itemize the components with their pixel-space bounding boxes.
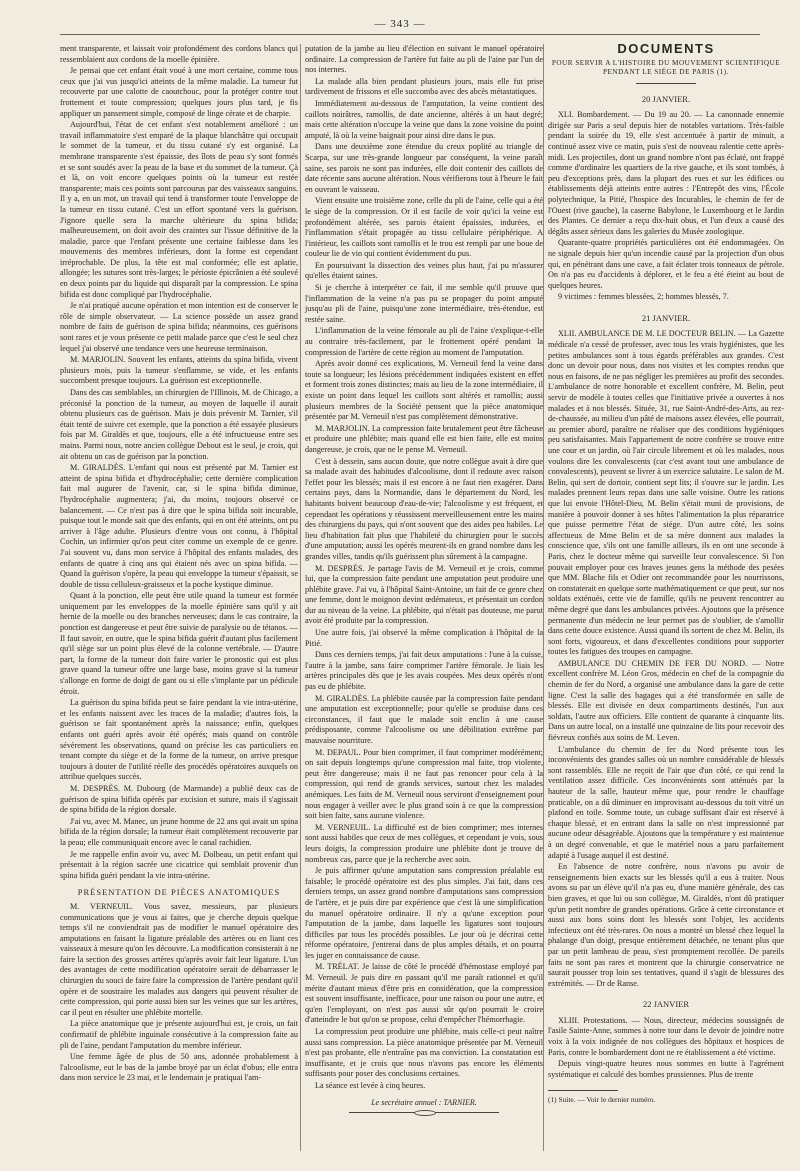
- paragraph: M. GIRALDÈS. La phlébite causée par la compression faite pendant une amputation est exceptionnelle; pour qu'elle se produise dans ces circonstances, il faut que le malade soit enclin à une cause prédisposante, comme l'alcoolisme ou une débilitation extrême par mauvaise nourriture.: [305, 693, 543, 745]
- footnote: (1) Suite. — Voir le dernier numéro.: [548, 1095, 656, 1105]
- section-subtitle: POUR SERVIR A L'HISTOIRE DU MOUVEMENT SCIENTIFIQUE PENDANT LE SIÉGE DE PARIS (1).: [551, 58, 781, 76]
- paragraph: En poursuivant la dissection des veines plus haut, j'ai pu m'assurer qu'elles étaient saines.: [305, 260, 543, 281]
- column-1: [60, 44, 298, 1085]
- paragraph: M. VERNEUIL. La difficulté est de bien comprimer; mes internes sont aussi habiles que ceux de mes collègues, et cependant je vois, sous leurs doigts, la compression produire une phlébite dont je trouve de nombreux cas, parce que je la recherche avec soin.: [305, 822, 543, 864]
- paragraph: Je puis affirmer qu'une amputation sans compression préalable est faisable; le procédé opératoire est des plus simples. J'ai fait, dans ces derniers temps, un assez grand nombre d'amputations sans compression de l'artère, et je puis dire par expérience que c'est là une simplification du manuel opératoire ordinaire. Il n'y a qu'une exception pour l'amputation de la jambe, dans laquelle les ligatures sont toujours difficiles par tous les procédés possibles. Le jour où je décrirai cette réforme opératoire, j'entrerai dans de plus amples détails, et on pourra les juger en connaissance de cause.: [305, 866, 543, 960]
- footnote-rule: [548, 1090, 618, 1091]
- date-heading: 20 JANVIER.: [641, 93, 691, 104]
- paragraph: Quarante-quatre propriétés particulières ont été endommagées. On ne signale depuis hier qu'un incendie causé par la projection d'un obus qui, en pénétrant dans une cave, a fait éclater trois tonneaux de pétrole. On n'a pas eu d'accidents à déplorer, et le feu a été éteint au bout de quelques heures.: [548, 238, 784, 290]
- paragraph: Aujourd'hui, l'état de cet enfant s'est notablement amélioré : un travail inflammatoire s'est emparé de la plaque blanchâtre qui occupait le sommet de la tumeur, et du tissu cutané s'y est organisé. La membrane transparente s'est épaissie, des îlots de peau s'y sont formés et se sont soudés avec la peau de la base et du sommet de la tumeur. Çà et là, on voit encore quelques points où la tumeur est restée transparente; mais ces points sont parcourus par des vaisseaux sanguins. Il y a, en un mot, un travail qui tend à transformer toute l'enveloppe de la tumeur en tissu cutané. C'est un effort spontané vers la guérison. J'ignore quelle sera la marche ultérieure du spina bifida; malheureusement, on doit avoir des craintes sur l'issue définitive de la maladie, parce que l'enfant présente une certaine faiblesse dans les mouvements des membres inférieurs, dont la forme est cependant irréprochable. De plus, la tête est mal conformée; elle est aplatie, allongée; les sutures sont très-larges; le périoste épicrânien a été soulevé en deux points par du liquide qui disparaît par la compression. Le spina bifida est donc compliqué par l'hydrocéphalie.: [60, 120, 298, 299]
- paragraph: Si je cherche à interpréter ce fait, il me semble qu'il prouve que l'inflammation de la veine n'a pas pu se propager du point amputé jusqu'au pli de l'aine, puisqu'une zone intermédiaire, très-étendue, est restée saine.: [305, 283, 543, 324]
- paragraph: En l'absence de notre confrère, nous n'avons pu avoir de renseignements bien exacts sur les blessés qu'il a eus à traiter. Nous avons su par un élève qu'il n'a pas eu, d'une manière générale, des cas bien graves, et que lui ou son collègue, M. Giraldès, n'ont dû pratiquer qu'un petit nombre de grandes opérations. Grâce à cette circonstance et aussi aux bons soins dont les blessés sont l'objet, les accidents infectieux ont été très-rares. On nous a montré un blessé chez lequel la phalange d'un doigt, presque entièrement détachée, ne tenant plus que par un petit lambeau de peau, s'est promptement recollée. De pareils faits ne sont pas rares et montrent que la chirurgie conservatrice ne saurait pousser trop loin ses tentatives, quand il s'agit de blessures des extrémités. — Dr de Ranse.: [548, 862, 784, 988]
- paragraph: M. GIRALDÈS. L'enfant qui nous est présenté par M. Tarnier est atteint de spina bifida et d'hydrocéphalie; cette dernière complication fait mal augurer de l'avenir, car, si le spina bifida diminue, l'hydrocéphalie augmentera; j'ai, du moins, toujours observé ce balancement. — Ce n'est pas à dire que le spina bifida soit incurable, puisque tout le monde sait que des enfants, qui en ont été atteints, ont pu arriver à l'âge adulte. Plusieurs d'entre vous ont connu, à l'hôpital Cochin, un infirmier qu'on peut citer comme un exemple de ce genre. J'ai souvent vu, dans mon service à l'hôpital des enfants malades, des enfants de quatre à cinq ans qui étaient nés avec un spina bifida. — Quand la guérison s'opère, la peau qui enveloppe la tumeur s'épaissit, se double de tissu celluleux-graisseux et la poche kystique diminue.: [60, 463, 298, 589]
- paragraph: XLII. AMBULANCE DE M. LE DOCTEUR BELIN. — La Gazette médicale n'a cessé de professer, avec tous les vrais hygiénistes, que les petites ambulances sont à tous égards préférables aux grandes. C'est donc un devoir pour nous, dans nos visites et les comptes rendus que nous en faisons, de ne pas négliger les premières au profit des secondes. L'ambulance de notre honorable et excellent confrère, M. Belin, peut servir de modèle à toutes celles que l'initiative privée a ouvertes à nos malades et à nos blessés. Située, 31, rue Saint-André-des-Arts, au rez-de-chaussée, au milieu d'un pâté de maisons assez élevées, elle pourrait, au premier abord, paraître ne réaliser que des conditions hygiéniques peu satisfaisantes. Mais l'appartement de notre confrère se trouve entre une cour et un jardin, où l'air circule librement et où les malades, nous voulons dire les convalescents (car c'est avant tout une ambulance de convalescents), peuvent se livrer à un exercice salutaire. Le salon de M. Belin, qui sert de dortoir, contient sept lits; il s'ouvre sur le jardin. Les malades prennent leurs repas dans une salle voisine. Outre les rations que lui envoie l'Hôtel-Dieu, M. Belin s'était muni de provisions, de manière à pouvoir donner à ses hôtes l'alimentation la plus réparatrice que puisse permettre l'état de siége. D'un autre côté, les soins affectueux de Mme Belin et de sa mère donnent aux malades la conscience que, s'ils ont une famille ailleurs, ils en ont une seconde à Paris, chez le docteur même qui surveille leur convalescence. Si l'on pouvait employer pour ces braves jeunes gens la méthode des pesées que MM. Blache fils et Odier ont recommandée pour les nourrissons, on constaterait en quelque sorte mathématiquement ce que peut, sur nos soldats exténués, cette vie de famille, qu'ils ne peuvent rencontrer au même degré que dans les ambulances privées. Ajoutons que la présence permanente d'un médecin ne leur permet pas de s'oublier, de s'amollir dans cette douce existence. Aussi quand ils sortent de chez M. Belin, ils sont forts, vigoureux, et dans d'excellentes conditions pour supporter toutes les fatigues des troupes en campagne.: [548, 329, 785, 657]
- paragraph: Une femme âgée de plus de 50 ans, adonnée probablement à l'alcoolisme, eut le bas de la jambe broyé par un éclat d'obus; elle entra dans mon service le 23 mai, et le lendemain je pratiquai l'am-: [60, 1052, 298, 1083]
- paragraph: Je n'ai pratiqué aucune opération et mon intention est de conserver le rôle de simple observateur. — La science possède un assez grand nombre de faits de guérison de spina bifida; néanmoins, ces guérisons sont rares et je vous présente ce petit malade parce que c'est le seul chez lequel j'ai observé une tendance vers une heureuse terminaison.: [60, 301, 298, 353]
- paragraph: Une autre fois, j'ai observé la même complication à l'hôpital de la Pitié.: [305, 628, 543, 648]
- paragraph: L'inflammation de la veine fémorale au pli de l'aine s'explique-t-elle au contraire très-facilement, par le frottement opéré pendant la compression de l'artère de cette région au moment de l'amputation.: [305, 326, 543, 357]
- paragraph: La compression peut produire une phlébite, mais celle-ci peut naître aussi sans compression. La pièce anatomique présentée par M. Verneuil n'est pas probante, elle n'entraîne pas ma conviction. La constatation est insuffisante, et je crois que nous n'avons pas encore les éléments suffisants pour poser des conclusions certaines.: [305, 1027, 543, 1079]
- paragraph: La pièce anatomique que je présente aujourd'hui est, je crois, un fait confirmatif de phlébite inguinale consécutive à la compression faite au pli de l'aine, pendant l'amputation du membre inférieur.: [60, 1019, 298, 1050]
- paragraph: Depuis vingt-quatre heures nous sommes en butte à l'agrément systématique et calculé des bombes prussiennes. Plus de trente: [548, 1059, 784, 1079]
- paragraph: Je me rappelle enfin avoir vu, avec M. Dolbeau, un petit enfant qui présentait à la région sacrée une cicatrice qui semblait provenir d'un spina bifida guéri pendant la vie intra-utérine.: [60, 849, 298, 880]
- signature: Le secrétaire annuel : TARNIER.: [371, 1097, 477, 1107]
- paragraph: M. MARJOLIN. La compression faite brutalement peut être fâcheuse et produire une phlébite; mais quand elle est bien faite, elle est moins dangereuse, je crois, que ne le pense M. Verneuil.: [305, 423, 543, 454]
- column-2: [305, 44, 543, 1121]
- paragraph: Quant à la ponction, elle peut être utile quand la tumeur est formée uniquement par les enveloppes de la moelle épinière sans qu'il y ait hernie de la moelle ou des branches nerveuses; dans le cas contraire, la ponction est dangereuse et peut être suivie de paralysie ou de tétanos. — Il faut savoir, en outre, que le spina bifida guérit d'autant plus facilement qu'il siège sur un point plus élevé de la colonne vertébrale. — D'autre part, la forme de la tumeur doit faire varier le pronostic qui est plus grave quand la tumeur offre une large base, moins grave si la tumeur s'allonge en forme de doigt de gant ou si elle s'implante par un pédicule étroit.: [60, 591, 298, 696]
- paragraph: M. DESPRÈS. M. Dubourg (de Marmande) a publié deux cas de guérison de spina bifida opérés par excision et suture, mais il s'agissait de spina bifida de la région dorsale.: [60, 783, 298, 815]
- column-3: [548, 41, 785, 1107]
- section-heading: PRÉSENTATION DE PIÈCES ANATOMIQUES: [77, 887, 281, 898]
- paragraph: J'ai vu, avec M. Manec, un jeune homme de 22 ans qui avait un spina bifida de la région dorsale; la tumeur était complètement recouverte par la peau; elle communiquait encore avec le canal rachidien.: [60, 816, 298, 847]
- paragraph: XLIII. Protestations. — Nous, directeur, médecins soussignés de l'asile Sainte-Anne, sommes à notre tour dans le devoir de joindre notre voix à la voix indignée de nos collègues des hôpitaux et hospices de Paris, contre le bombardement dont ne re établissement a été victime.: [548, 1015, 784, 1057]
- paragraph: M. VERNEUIL. Vous savez, messieurs, par plusieurs communications que je vous ai faites, que je cherche depuis quelque temps s'il ne conviendrait pas de modifier le manuel opératoire des amputations en faisant la ligature préalable des artères ou en liant ces vaisseaux à mesure qu'on les découvre. La modification consisterait à ne faire la section des grosses artères qu'après avoir fait leur ligature. L'un des avantages de cette modification opératoire serait de débarrasser le chirurgien du souci de faire faire la compression de l'artère pendant qu'il opère et de soustraire les malades aux dangers qui peuvent résulter de cette compression, qui porte aussi bien sur les veines que sur les artères, car il peut en résulter une phlébite mortelle.: [60, 901, 298, 1017]
- paragraph: M. TRÉLAT. Je laisse de côté le procédé d'hémostase employé par M. Verneuil. Je puis dire en passant qu'il me paraît rationnel et qu'il mérite d'autant mieux d'être pris en considération, que la compression est souvent insuffisante, inefficace, pour une raison ou pour une autre, et qu'en l'employant, on n'est pas aussi sûr qu'on pourrait le croire d'atteindre le but qu'on se propose, celui d'empêcher l'hémorrhagie.: [305, 962, 543, 1025]
- paragraph: Après avoir donné ces explications, M. Verneuil fend la veine dans toute sa longueur; les lésions précédemment indiquées existent en effet et forment trois zones distinctes; mais au lieu de la zone intermédiaire, il existe un point dans lequel les caillots sont altérés et ramollis; aussi plusieurs membres de la Société pensent que la pièce anatomique présentée par M. Verneuil n'est pas complètement démonstrative.: [305, 359, 543, 422]
- paragraph: M. MARJOLIN. Souvent les enfants, atteints du spina bifida, vivent plusieurs mois, puis la tumeur s'enflamme, se vide, et les enfants succombent presque toujours. La guérison est exceptionnelle.: [60, 355, 298, 386]
- section-title: DOCUMENTS: [617, 41, 715, 56]
- paragraph: M. DESPRÈS. Je partage l'avis de M. Verneuil et je crois, comme lui, que la compression faite pendant une amputation peut produire une phlébite grave. J'ai vu, à l'hôpital Saint-Antoine, un fait de ce genre chez une femme, dont le moignon devint œdémateux, et présentait un cordon dur au niveau de la veine. La phlébite, qui n'était pas douteuse, me parut avoir été produite par la compression.: [305, 563, 543, 626]
- paragraph: ment transparente, et laissait voir profondément des cordons blancs qui ressemblaient aux cordons de la moelle épinière.: [60, 44, 298, 64]
- paragraph: La guérison du spina bifida peut se faire pendant la vie intra-utérine, et les enfants naissent avec les traces de la maladie; d'autres fois, la guérison se fait spontanément après la naissance; enfin, quelques enfants ont guéri après avoir été opérés; mais quand on contrôle sévèrement les observations, quand on précise les cas particuliers en tenant compte du siège et de la forme de la tumeur, on arrive presque toujours à douter de l'utilité réelle des procédés opératoires auxquels on attribue quelques succès.: [60, 698, 298, 782]
- paragraph: Dans une deuxième zone étendue du creux poplité au triangle de Scarpa, sur une très-grande longueur par conséquent, la veine paraît saine, ses parois ne sont pas indurées, elle doit contenir des caillots de date récente sans aucune altération. Nous vérifierons tout à l'heure le fait en ouvrant le vaisseau.: [305, 142, 543, 194]
- divider: [636, 83, 696, 84]
- paragraph: 9 victimes : femmes blessées, 2; hommes blessés, 7.: [558, 292, 729, 302]
- paragraph: Dans des cas semblables, un chirurgien de l'Illinois, M. de Chicago, a préconisé la ponction de la tumeur, au moyen de laquelle il aurait obtenu plusieurs cas de guérison. Mais je dois prévenir M. Tarnier, s'il était tenté de suivre cet exemple, que la ponction a été essayée plusieurs fois par M. Giraldès et que, toujours, elle a été infructueuse entre ses mains. Parmi nous, notre ancien collègue Debout est le seul, je crois, qui ait obtenu un cas de guérison par la ponction.: [60, 388, 298, 461]
- paragraph: Immédiatement au-dessous de l'amputation, la veine contient des caillots noirâtres, ramollis, de date ancienne, altérés à un haut degré; mais cette altération n'occupe la veine que dans la zone voisine du point amputé, là où la veine baignait pour ainsi dire dans le pus.: [305, 98, 543, 140]
- paragraph: L'ambulance du chemin de fer du Nord présente tous les inconvénients des grandes salles où un nombre considérable de blessés sont rassemblés. Elle ne reçoit de l'air que d'un côté, ce qui rend la ventilation assez difficile. Ces inconvénients sont atténués par la hauteur de la salle, hauteur même que, pour rendre le chauffage praticable, on a dû diminuer en improvisant au-dessous du toit vitré un plafond en toile. Somme toute, un cubage suffisant d'air est réservé à chaque blessé, et en entrant dans la salle on n'est impressionné par aucune odeur désagréable. Ajoutons que la température y est maintenue à un degré convenable, et que le matériel nous a paru parfaitement adapté à l'usage auquel il est destiné.: [548, 744, 784, 860]
- column-divider: [300, 44, 301, 1151]
- paragraph: La malade alla bien pendant plusieurs jours, mais elle fut prise tardivement de frissons et elle succomba avec des abcès métastatiques.: [305, 76, 543, 97]
- paragraph: Dans ces derniers temps, j'ai fait deux amputations : l'une à la cuisse, l'autre à la jambe, sans faire comprimer l'artère fémorale. Je liais les artères principales dès que je les avais coupées. Mes deux opérés n'ont pas eu de phlébite.: [305, 650, 543, 692]
- column-divider: [543, 44, 544, 1151]
- paragraph: Je pensai que cet enfant était voué à une mort certaine, comme tous ceux que j'ai vus jusqu'ici atteints de la même maladie. La tumeur fut recouverte par une calotte de caoutchouc, pour la protéger contre tout frottement et toute compression; quelques jours plus tard, je fis appliquer un pansement simple, composé de linge cérate et de charpie.: [60, 66, 298, 118]
- date-heading: 22 JANVIER: [642, 999, 690, 1010]
- paragraph: Vient ensuite une troisième zone, celle du pli de l'aine, celle qui a été le siège de la compression. Or il est facile de voir qu'ici la veine est profondément altérée, ses parois étaient épaissies, indurées, et l'inflammation s'était propagée au tissu cellulaire périphérique. A l'intérieur, les caillots sont ramollis et le trou est rempli par une boue de couleur lie de vin qui contient évidemment du pus.: [305, 196, 543, 259]
- paragraph: putation de la jambe au lieu d'élection en suivant le manuel opératoire ordinaire. La compression de l'artère fut faite au pli de l'aine par l'un de nos internes.: [305, 44, 543, 75]
- header-rule: [60, 34, 760, 35]
- page-number: — 343 —: [374, 18, 426, 30]
- paragraph: XLI. Bombardement. — Du 19 au 20. — La canonnade ennemie dirigée sur Paris a seul depuis hier de notables variations. Très-faible pendant la soirée du 19, elle s'est accentuée à partir de minuit, a continué assez vive ce matin, puis s'est de nouveau ralentie cette après-midi. Les projectiles, dont un grand nombre n'ont pas éclaté, ont frappé comme d'ordinaire les quartiers de la rive gauche, et ils sont tombés, à peu d'exceptions près, dans la plupart des rues et sur les édifices ou établissements déjà atteints entre autres : l'Entrepôt des vins, l'École polytechnique, la Pitié, l'hospice des Incurables, le chemin de fer de l'Ouest (rive gauche), la caserne Babylone, le Luxembourg et le Jardin des Plantes. Ce dernier a reçu dix-huit obus, et l'un d'eux a causé des dégâts assez sérieux dans les galeries du Musée zoologique.: [548, 110, 784, 236]
- paragraph: C'est à dessein, sans aucun doute, que notre collègue avait à dire que sa malade avait des habitudes d'alcoolisme, dont il redoute avec raison l'effet pour les blessés; mais il est encore à ne faut rien exagérer. Dans certains pays, dans la Normandie, dans le département du Nord, les habitants boivent beaucoup d'eau-de-vie; l'alcoolisme y est fréquent, et cependant les opérations y réussissent merveilleusement entre les mains des chirurgiens du pays, qui n'ont souvent que des aides peu habiles. Le lieu d'habitation fait plus que l'habileté du chirurgien pour le succès d'une amputation; aussi les opérés meurent-ils en grand nombre dans les grandes villes, tandis qu'ils guérissent plus sûrement à la campagne.: [305, 456, 543, 561]
- paragraph: AMBULANCE DU CHEMIN DE FER DU NORD. — Notre excellent confrère M. Léon Gros, médecin en chef de la compagnie du chemin de fer du Nord, a organisé une ambulance dans la gare de cette ligne. C'est la salle des bagages qui a été transformée en salle de blessés. Elle est divisée en deux compartiments destinés, l'un aux soldats, l'autre aux officiers. Elle contient de quarante à cinquante lits. Dans un autre local, on a installé une quinzaine de lits pour recevoir des fiévreux confiés aux soins de M. Leven.: [548, 658, 784, 743]
- ornament-rule: [349, 1112, 499, 1117]
- paragraph: M. DEPAUL. Pour bien comprimer, il faut comprimer modérément; on sait depuis longtemps qu'une compression mal faite, trop violente, peut être dangereuse; mais il ne faut pas renoncer pour cela à la compression, qui rend de grands services, surtout chez les malades anémiques. Les faits de M. Verneuil nous serviront d'enseignement pour nous engager à veiller avec le plus grand soin à ce que la compression soit bien faite, sans aucune violence.: [305, 747, 543, 821]
- paragraph: La séance est levée à cinq heures.: [315, 1081, 426, 1090]
- date-heading: 21 JANVIER.: [641, 312, 691, 323]
